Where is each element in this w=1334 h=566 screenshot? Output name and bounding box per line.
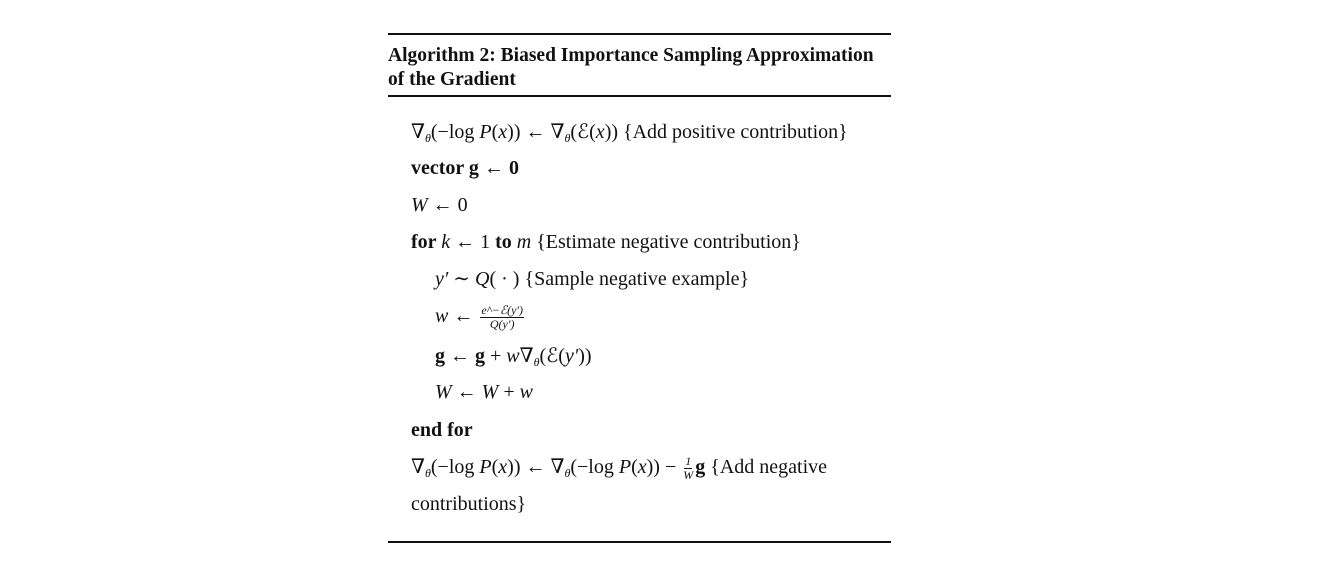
math-text: contributions} bbox=[411, 493, 527, 515]
math-text: P bbox=[618, 456, 632, 479]
subscript: θ bbox=[564, 466, 571, 481]
math-text: ( bbox=[491, 121, 499, 143]
math-text: x bbox=[498, 121, 508, 143]
bottom-rule bbox=[388, 541, 891, 543]
math-text: )) ← ∇ bbox=[507, 121, 565, 143]
algorithm-line bbox=[411, 156, 519, 180]
math-text: W bbox=[411, 194, 428, 216]
math-text: W bbox=[481, 381, 499, 403]
algorithm-line bbox=[411, 230, 801, 254]
algorithm-line bbox=[435, 304, 526, 331]
algorithm-line bbox=[411, 120, 848, 144]
subscript: θ bbox=[424, 131, 431, 145]
math-text: g bbox=[475, 345, 485, 367]
math-text: ← bbox=[448, 305, 479, 328]
algorithm-line bbox=[411, 418, 473, 442]
math-text: w bbox=[506, 345, 520, 367]
fraction-denominator: Q(y′) bbox=[489, 317, 515, 331]
math-text: P bbox=[479, 456, 492, 479]
math-text: ( bbox=[631, 456, 638, 479]
math-text: x bbox=[595, 121, 605, 143]
subscript: θ bbox=[424, 466, 431, 481]
algorithm-title-line-2: of the Gradient bbox=[388, 69, 516, 90]
fraction bbox=[480, 304, 524, 331]
math-text: )) bbox=[578, 345, 592, 367]
math-text: {Estimate negative contribution} bbox=[531, 231, 801, 253]
fraction bbox=[683, 455, 693, 482]
subscript: θ bbox=[533, 355, 540, 369]
math-text: g bbox=[435, 345, 445, 367]
math-text: ∇ bbox=[519, 345, 534, 367]
algorithm-line bbox=[411, 193, 468, 217]
title-rule bbox=[388, 95, 891, 97]
math-text: ← 1 bbox=[450, 231, 496, 253]
math-text: k bbox=[441, 231, 451, 253]
algorithm-title-line-1: Algorithm 2: Biased Importance Sampling Approximation bbox=[388, 45, 874, 66]
math-text: y′ bbox=[564, 345, 579, 367]
math-text: x bbox=[637, 456, 647, 479]
math-text: )) {Add positive contribution} bbox=[604, 121, 848, 143]
algorithm-title bbox=[388, 44, 898, 92]
math-text: 0 bbox=[508, 157, 519, 179]
algorithm-line bbox=[435, 380, 533, 404]
math-text: (ℰ( bbox=[570, 121, 596, 143]
math-text: )) − bbox=[646, 456, 682, 479]
math-text: W bbox=[435, 381, 452, 403]
fraction-numerator: e^−ℰ(y′) bbox=[481, 303, 524, 317]
fraction-denominator: W bbox=[683, 468, 694, 482]
math-text: x bbox=[498, 456, 508, 479]
math-text: Q bbox=[475, 268, 490, 290]
math-text: ← bbox=[478, 157, 509, 179]
math-text: (−log bbox=[430, 456, 480, 479]
math-text: ( bbox=[491, 456, 499, 479]
math-text: end for bbox=[411, 419, 473, 441]
algorithm-line bbox=[435, 344, 592, 368]
algorithm-line bbox=[411, 455, 827, 482]
fraction-numerator: 1 bbox=[685, 454, 692, 468]
math-text: w bbox=[435, 305, 449, 328]
math-text: ∼ bbox=[448, 268, 476, 290]
math-text: ∇ bbox=[411, 456, 425, 479]
math-text: w bbox=[519, 381, 533, 403]
math-text: ∇ bbox=[411, 121, 425, 143]
math-text: (−log bbox=[570, 456, 619, 479]
math-text: + bbox=[485, 345, 507, 367]
math-text: ← bbox=[451, 381, 482, 403]
math-text: {Add negative bbox=[705, 456, 828, 479]
algorithm-line bbox=[435, 267, 749, 291]
math-text: P bbox=[479, 121, 492, 143]
math-text: g bbox=[695, 456, 706, 479]
math-text: ← 0 bbox=[427, 194, 468, 216]
math-text: to bbox=[495, 231, 517, 253]
math-text: ← bbox=[445, 345, 475, 367]
math-text: (ℰ( bbox=[539, 345, 565, 367]
math-text: + bbox=[498, 381, 520, 403]
math-text: (−log bbox=[430, 121, 480, 143]
top-rule bbox=[388, 33, 891, 35]
math-text: ( · ) {Sample negative example} bbox=[489, 268, 750, 290]
math-text: vector g bbox=[411, 157, 479, 179]
algorithm-line bbox=[411, 492, 526, 516]
subscript: θ bbox=[564, 131, 571, 145]
math-text: for bbox=[411, 231, 442, 253]
math-text: )) ← ∇ bbox=[507, 456, 565, 479]
math-text: m bbox=[516, 231, 532, 253]
math-text: y′ bbox=[435, 268, 449, 290]
